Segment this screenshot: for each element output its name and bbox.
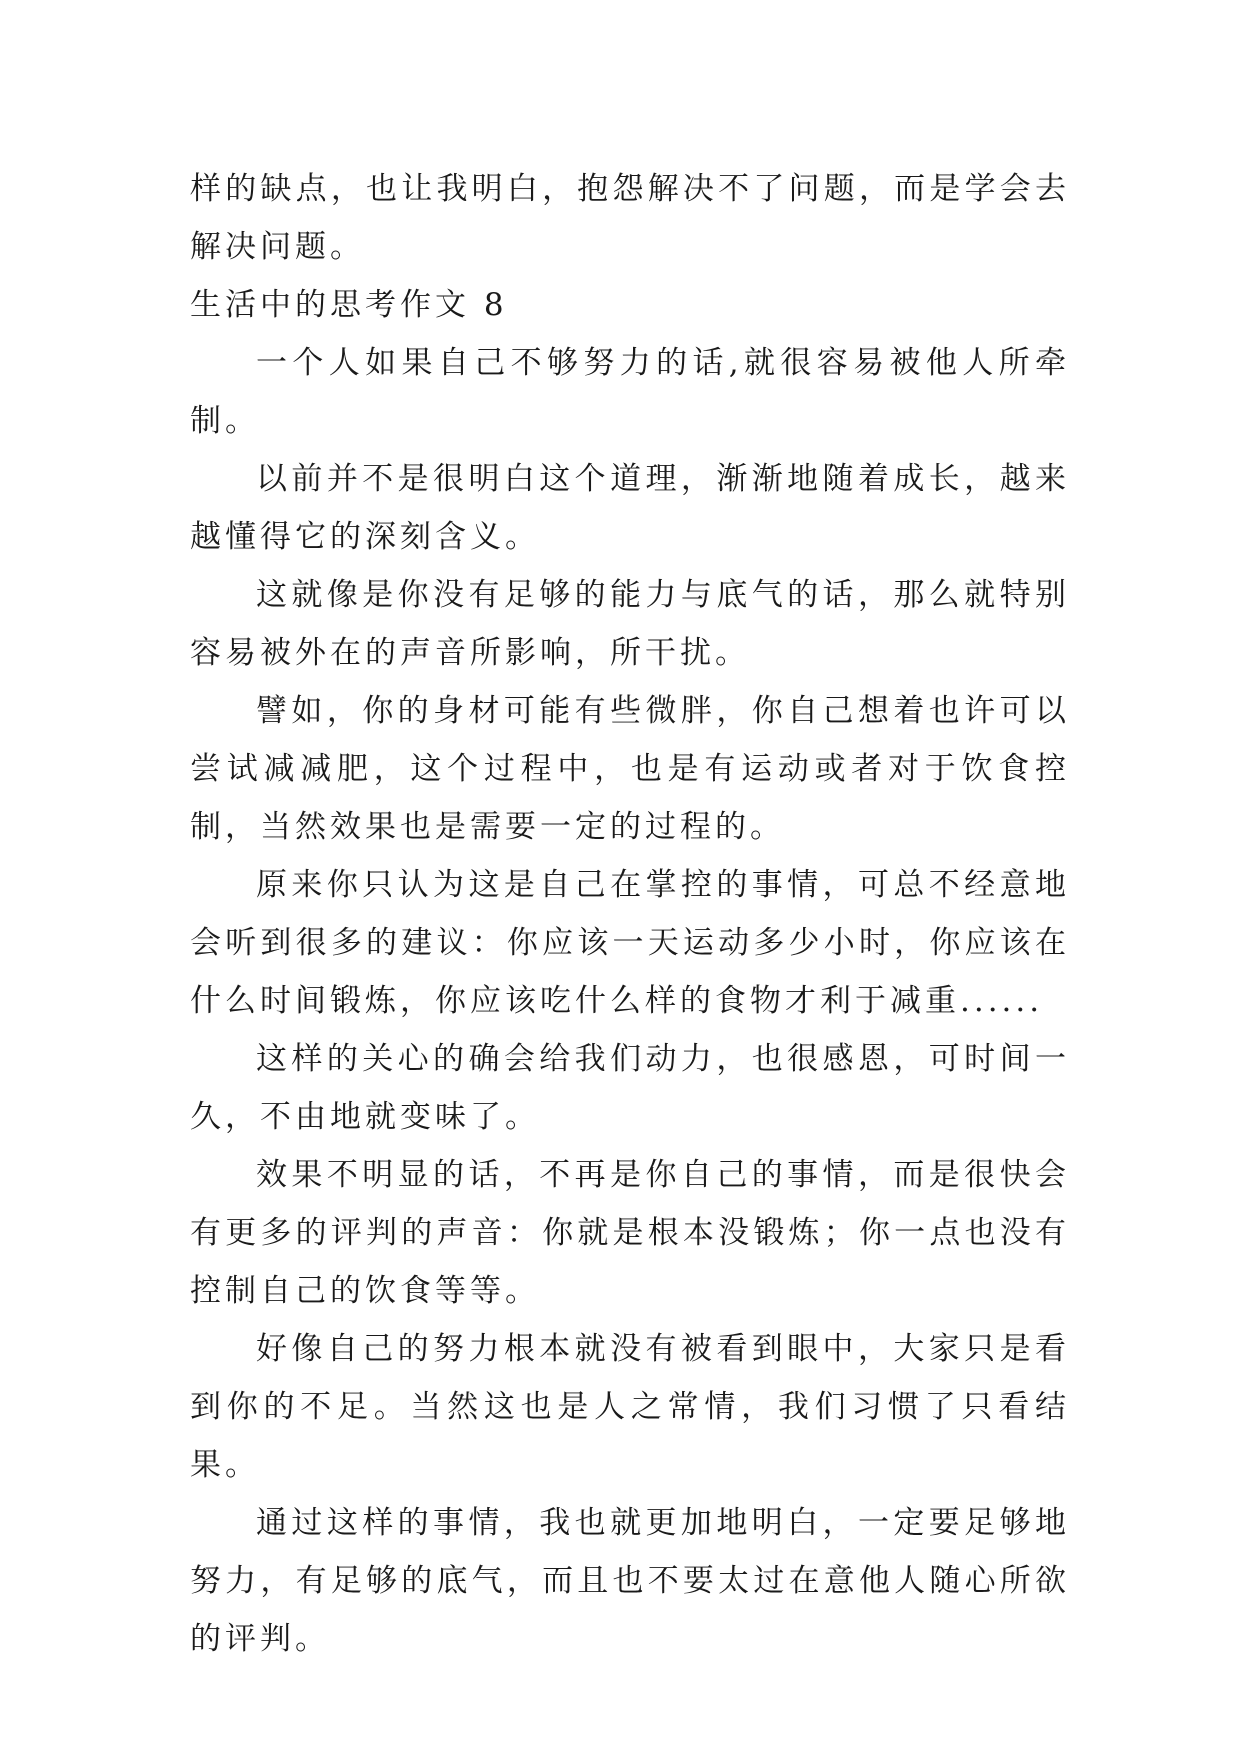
paragraph: 通过这样的事情，我也就更加地明白，一定要足够地努力，有足够的底气，而且也不要太过在意他人随心所欲的评判。 [190,1505,1070,1657]
lead-paragraph: 样的缺点，也让我明白，抱怨解决不了问题，而是学会去解决问题。 [190,171,1070,265]
paragraph: 原来你只认为这是自己在掌控的事情，可总不经意地会听到很多的建议：你应该一天运动多少小时，你应该在什么时间锻炼，你应该吃什么样的食物才利于减重...... [190,867,1070,1019]
paragraph: 效果不明显的话，不再是你自己的事情，而是很快会有更多的评判的声音：你就是根本没锻炼；你一点也没有控制自己的饮食等等。 [190,1157,1070,1309]
paragraph: 一个人如果自己不够努力的话,就很容易被他人所牵制。 [190,345,1070,439]
document-body [190,160,1070,1668]
paragraph: 好像自己的努力根本就没有被看到眼中，大家只是看到你的不足。当然这也是人之常情，我们习惯了只看结果。 [190,1331,1070,1483]
section-heading: 生活中的思考作文 8 [190,287,508,323]
paragraph: 譬如，你的身材可能有些微胖，你自己想着也许可以尝试减减肥，这个过程中，也是有运动或者对于饮食控制，当然效果也是需要一定的过程的。 [190,693,1070,845]
paragraph: 这就像是你没有足够的能力与底气的话，那么就特别容易被外在的声音所影响，所干扰。 [190,577,1070,671]
paragraph: 以前并不是很明白这个道理，渐渐地随着成长，越来越懂得它的深刻含义。 [190,461,1070,555]
paragraph: 这样的关心的确会给我们动力，也很感恩，可时间一久，不由地就变味了。 [190,1041,1070,1135]
